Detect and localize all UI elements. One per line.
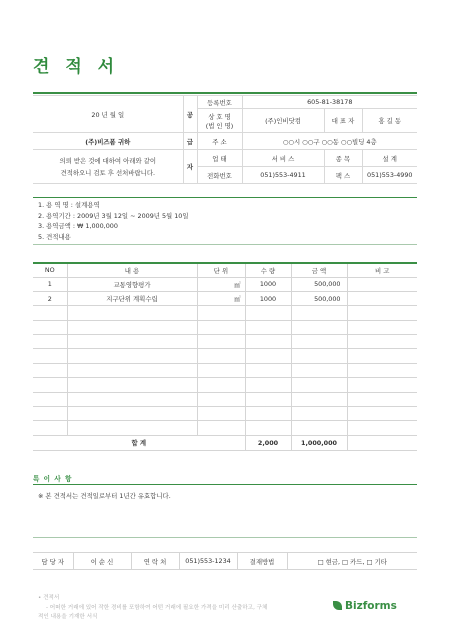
table-cell	[67, 378, 197, 392]
table-cell: 2	[33, 291, 67, 305]
table-cell	[245, 320, 291, 334]
table-cell	[245, 349, 291, 363]
tel-value: 051)553-4911	[242, 167, 324, 184]
table-row	[33, 320, 417, 334]
table-row	[33, 392, 417, 406]
table-cell: 500,000	[291, 291, 347, 305]
recipient: (주)비즈폼 귀하	[33, 133, 183, 150]
table-cell	[347, 421, 417, 435]
table-cell	[33, 407, 67, 421]
manager-value: 이 순 신	[73, 553, 131, 570]
business-type-value: 서 비 스	[242, 150, 324, 167]
reg-no-label: 등록번호	[197, 96, 242, 109]
table-cell	[67, 363, 197, 377]
footer-line: • 견적서	[38, 595, 60, 601]
tel-label: 전화번호	[197, 167, 242, 184]
table-cell	[197, 378, 245, 392]
address-label: 주 소	[197, 133, 242, 150]
total-label: 합 계	[33, 435, 245, 450]
table-cell	[347, 277, 417, 291]
table-cell	[197, 349, 245, 363]
special-notes-heading: 특 이 사 항	[33, 475, 73, 483]
supplier-char: 자	[183, 150, 197, 184]
table-cell: 교통영향평가	[67, 277, 197, 291]
table-cell: 500,000	[291, 277, 347, 291]
table-cell	[245, 363, 291, 377]
table-row	[33, 407, 417, 421]
table-cell	[67, 320, 197, 334]
table-cell	[245, 407, 291, 421]
col-qty: 수 량	[245, 263, 291, 277]
contact-table	[33, 552, 417, 570]
estimate-content-line: 5. 견적내용	[38, 232, 71, 241]
table-cell: ㎡	[197, 277, 245, 291]
table-cell	[197, 306, 245, 320]
supplier-char: 공	[183, 96, 197, 133]
table-row	[33, 306, 417, 320]
special-note: ※ 본 견적서는 견적일로부터 1년간 유효합니다.	[38, 492, 171, 500]
business-type-label: 업 태	[197, 150, 242, 167]
table-cell	[347, 392, 417, 406]
document-title: 견 적 서	[33, 57, 120, 77]
table-cell: 지구단위 계획수립	[67, 291, 197, 305]
table-row	[33, 335, 417, 349]
table-cell	[347, 349, 417, 363]
special-divider-top	[33, 484, 417, 485]
table-cell	[291, 378, 347, 392]
table-row	[33, 363, 417, 377]
table-cell	[197, 392, 245, 406]
leaf-icon	[333, 601, 342, 610]
table-row	[33, 378, 417, 392]
footer-description	[38, 594, 267, 623]
col-content: 내 용	[67, 263, 197, 277]
table-cell	[197, 407, 245, 421]
table-cell	[347, 363, 417, 377]
table-cell	[33, 306, 67, 320]
table-cell	[33, 392, 67, 406]
table-cell: 1000	[245, 291, 291, 305]
table-row	[33, 349, 417, 363]
phone-label: 연 락 처	[131, 553, 179, 570]
table-cell	[291, 349, 347, 363]
table-cell: ㎡	[197, 291, 245, 305]
ceo-value: 홍 길 동	[362, 109, 417, 133]
table-cell	[245, 378, 291, 392]
col-unit: 단 위	[197, 263, 245, 277]
service-info	[38, 200, 189, 242]
service-period-line: 2. 용역기간 : 2009년 3월 12일 ~ 2009년 5월 10일	[38, 211, 189, 220]
info-divider-top	[33, 197, 417, 198]
total-amount: 1,000,000	[291, 435, 347, 450]
table-row	[33, 277, 417, 291]
items-table	[33, 262, 417, 451]
table-cell	[291, 320, 347, 334]
table-cell	[67, 306, 197, 320]
table-cell	[347, 407, 417, 421]
company-label: 상 호 명 (법 인 명)	[197, 109, 242, 133]
table-cell	[245, 335, 291, 349]
phone-value: 051)553-1234	[179, 553, 237, 570]
supplier-char: 급	[183, 133, 197, 150]
special-divider-bottom	[33, 537, 417, 538]
company-value: (주)인비닷컴	[242, 109, 324, 133]
table-cell	[197, 335, 245, 349]
table-cell	[245, 421, 291, 435]
table-cell	[245, 392, 291, 406]
table-cell: 1	[33, 277, 67, 291]
total-qty: 2,000	[245, 435, 291, 450]
service-amount-line: 3. 용역금액 : ₩ 1,000,000	[38, 222, 118, 230]
table-cell	[347, 335, 417, 349]
table-cell	[33, 421, 67, 435]
title-divider	[33, 92, 417, 94]
table-cell	[33, 363, 67, 377]
business-item-value: 설 계	[362, 150, 417, 167]
table-row	[33, 421, 417, 435]
table-cell	[291, 306, 347, 320]
address-value: ○○시 ○○구 ○○동 ○○빌딩 4층	[242, 133, 417, 150]
table-cell	[197, 421, 245, 435]
table-cell	[197, 363, 245, 377]
table-cell	[33, 320, 67, 334]
total-remarks	[347, 435, 417, 450]
col-amount: 금 액	[291, 263, 347, 277]
table-cell	[347, 320, 417, 334]
table-cell	[291, 407, 347, 421]
supplier-table	[33, 95, 417, 184]
table-cell	[197, 320, 245, 334]
table-cell	[347, 291, 417, 305]
payment-options: □ 현금, □ 카드, □ 기타	[287, 553, 417, 570]
col-no: NO	[33, 263, 67, 277]
footer-line: 적인 내용을 기재한 서식	[38, 614, 98, 620]
table-cell	[67, 421, 197, 435]
manager-label: 담 당 자	[33, 553, 73, 570]
request-message: 의뢰 받은 것에 대하여 아래와 같이 견적하오니 검토 후 선처바랍니다.	[33, 150, 183, 184]
table-cell	[33, 335, 67, 349]
footer-line: - 어떠한 거래에 있어 작한 경비를 포함하여 어떤 거래에 필요한 가격을 미리 산출하고, 구체	[46, 604, 268, 611]
table-cell	[291, 335, 347, 349]
service-name-line: 1. 용 역 명 : 설계용역	[38, 201, 100, 209]
table-cell	[291, 421, 347, 435]
table-cell	[291, 363, 347, 377]
table-cell	[33, 349, 67, 363]
table-cell	[347, 306, 417, 320]
business-item-label: 종 목	[324, 150, 362, 167]
table-cell	[67, 335, 197, 349]
table-cell	[33, 378, 67, 392]
table-cell	[67, 407, 197, 421]
table-cell	[291, 392, 347, 406]
fax-value: 051)553-4990	[362, 167, 417, 184]
info-divider-bottom	[33, 244, 417, 245]
table-cell	[67, 392, 197, 406]
date-line: 20 년 월 일	[33, 96, 183, 133]
fax-label: 팩 스	[324, 167, 362, 184]
bizforms-logo: Bizforms	[333, 600, 397, 612]
ceo-label: 대 표 자	[324, 109, 362, 133]
col-remarks: 비 고	[347, 263, 417, 277]
table-cell	[347, 378, 417, 392]
table-row	[33, 291, 417, 305]
payment-label: 결재방법	[237, 553, 287, 570]
table-cell	[67, 349, 197, 363]
table-cell: 1000	[245, 277, 291, 291]
reg-no-value: 605-81-38178	[242, 96, 417, 109]
table-cell	[245, 306, 291, 320]
